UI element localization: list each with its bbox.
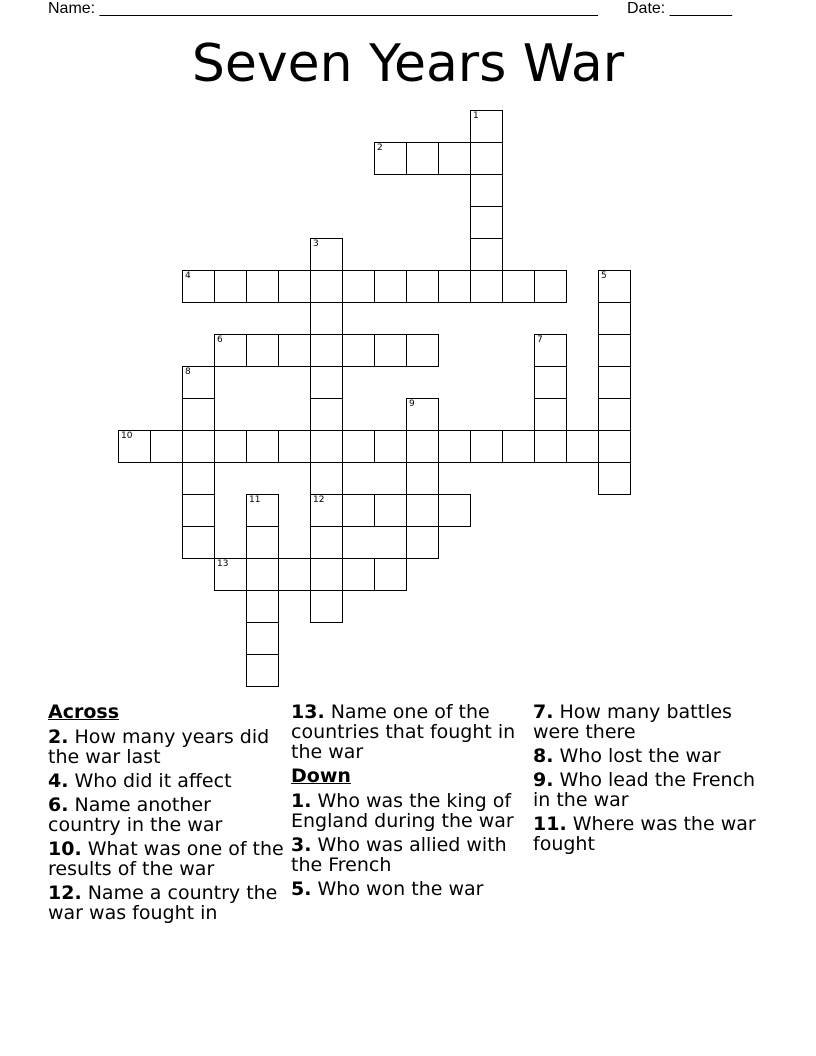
clue-across-4: 4. Who did it affect: [48, 770, 232, 792]
grid-cell[interactable]: [470, 238, 503, 271]
grid-cell[interactable]: [342, 334, 375, 367]
grid-cell[interactable]: [406, 526, 439, 559]
grid-cell[interactable]: [406, 334, 439, 367]
cell-number: 8: [185, 367, 191, 377]
grid-cell[interactable]: [438, 270, 471, 303]
clue-down-9: 9. Who lead the French in the war: [533, 769, 756, 811]
grid-cell[interactable]: [342, 430, 375, 463]
cell-number: 13: [217, 559, 229, 569]
cell-number: 10: [121, 431, 133, 441]
cell-number: 5: [601, 271, 607, 281]
grid-cell[interactable]: [310, 334, 343, 367]
name-field[interactable]: Name: ________________________________________________________: [48, 0, 598, 17]
clue-down-1: 1. Who was the king of England during the war: [291, 790, 514, 832]
cell-number: 9: [409, 399, 415, 409]
cell-number: 6: [217, 335, 223, 345]
grid-cell[interactable]: [278, 334, 311, 367]
grid-cell[interactable]: [470, 142, 503, 175]
clue-across-13: 13. Name one of the countries that fought in the war: [291, 701, 516, 763]
page-title: Seven Years War: [191, 34, 625, 94]
grid-cell[interactable]: [374, 270, 407, 303]
grid-cell[interactable]: [214, 558, 247, 591]
grid-cell[interactable]: [470, 430, 503, 463]
clue-across-2: 2. How many years did the war last: [48, 726, 270, 768]
grid-cell[interactable]: [214, 334, 247, 367]
grid-cell[interactable]: [406, 494, 439, 527]
grid-cell[interactable]: [598, 366, 631, 399]
cell-number: 4: [185, 271, 191, 281]
grid-cell[interactable]: [406, 142, 439, 175]
cell-number: 7: [537, 335, 543, 345]
grid-cell[interactable]: [246, 622, 279, 655]
grid-cell[interactable]: [342, 270, 375, 303]
grid-cell[interactable]: [534, 334, 567, 367]
grid-cell[interactable]: [310, 590, 343, 623]
grid-cell[interactable]: [118, 430, 151, 463]
grid-cell[interactable]: [470, 174, 503, 207]
grid-cell[interactable]: [406, 270, 439, 303]
grid-cell[interactable]: [182, 462, 215, 495]
grid-cell[interactable]: [534, 270, 567, 303]
grid-cell[interactable]: [374, 334, 407, 367]
grid-cell[interactable]: [246, 430, 279, 463]
grid-cell[interactable]: [278, 270, 311, 303]
down-heading: Down: [291, 765, 351, 787]
grid-cell[interactable]: [182, 270, 215, 303]
grid-cell[interactable]: [182, 526, 215, 559]
cell-number: 1: [473, 111, 479, 121]
grid-cell[interactable]: [310, 238, 343, 271]
grid-cell[interactable]: [150, 430, 183, 463]
clue-down-3: 3. Who was allied with the French: [291, 834, 507, 876]
grid-cell[interactable]: [246, 270, 279, 303]
grid-cell[interactable]: [310, 494, 343, 527]
grid-cell[interactable]: [470, 270, 503, 303]
grid-cell[interactable]: [182, 494, 215, 527]
grid-cell[interactable]: [214, 430, 247, 463]
grid-cell[interactable]: [438, 430, 471, 463]
grid-cell[interactable]: [278, 558, 311, 591]
grid-cell[interactable]: [246, 526, 279, 559]
grid-cell[interactable]: [598, 334, 631, 367]
grid-cell[interactable]: [566, 430, 599, 463]
grid-cell[interactable]: [342, 558, 375, 591]
grid-cell[interactable]: [310, 430, 343, 463]
cell-number: 11: [249, 495, 261, 505]
grid-cell[interactable]: [246, 558, 279, 591]
grid-cell[interactable]: [182, 366, 215, 399]
clues-column-2: [291, 702, 527, 903]
grid-cell[interactable]: [310, 398, 343, 431]
clues-column-3: [533, 702, 769, 858]
cell-number: 3: [313, 239, 319, 249]
grid-cell[interactable]: [214, 270, 247, 303]
across-heading: Across: [48, 701, 120, 723]
grid-cell[interactable]: [342, 494, 375, 527]
grid-cell[interactable]: [374, 494, 407, 527]
grid-cell[interactable]: [406, 398, 439, 431]
grid-cell[interactable]: [438, 494, 471, 527]
grid-cell[interactable]: [246, 494, 279, 527]
grid-cell[interactable]: [534, 430, 567, 463]
grid-cell[interactable]: [534, 398, 567, 431]
grid-cell[interactable]: [598, 302, 631, 335]
grid-cell[interactable]: [182, 398, 215, 431]
date-field[interactable]: Date: _______: [627, 0, 732, 17]
grid-cell[interactable]: [438, 142, 471, 175]
grid-cell[interactable]: [374, 142, 407, 175]
grid-cell[interactable]: [310, 302, 343, 335]
grid-cell[interactable]: [598, 462, 631, 495]
grid-cell[interactable]: [310, 366, 343, 399]
clue-down-7: 7. How many battles were there: [533, 701, 732, 743]
grid-cell[interactable]: [470, 206, 503, 239]
grid-cell[interactable]: [374, 558, 407, 591]
grid-cell[interactable]: [246, 590, 279, 623]
grid-cell[interactable]: [502, 430, 535, 463]
grid-cell[interactable]: [470, 110, 503, 143]
grid-cell[interactable]: [310, 526, 343, 559]
clue-down-8: 8. Who lost the war: [533, 745, 721, 767]
grid-cell[interactable]: [310, 270, 343, 303]
grid-cell[interactable]: [534, 366, 567, 399]
grid-cell[interactable]: [502, 270, 535, 303]
grid-cell[interactable]: [246, 334, 279, 367]
grid-cell[interactable]: [598, 270, 631, 303]
clue-across-12: 12. Name a country the war was fought in: [48, 882, 278, 924]
grid-cell[interactable]: [182, 430, 215, 463]
grid-cell[interactable]: [406, 462, 439, 495]
clue-across-6: 6. Name another country in the war: [48, 794, 223, 836]
grid-cell[interactable]: [278, 430, 311, 463]
grid-cell[interactable]: [310, 462, 343, 495]
clue-down-5: 5. Who won the war: [291, 878, 484, 900]
clues-column-1: [48, 702, 284, 927]
grid-cell[interactable]: [598, 430, 631, 463]
grid-cell[interactable]: [406, 430, 439, 463]
cell-number: 12: [313, 495, 325, 505]
grid-cell[interactable]: [374, 430, 407, 463]
grid-cell[interactable]: [598, 398, 631, 431]
clue-across-10: 10. What was one of the results of the war: [48, 838, 284, 880]
clue-down-11: 11. Where was the war fought: [533, 813, 756, 855]
cell-number: 2: [377, 143, 383, 153]
grid-cell[interactable]: [246, 654, 279, 687]
grid-cell[interactable]: [310, 558, 343, 591]
